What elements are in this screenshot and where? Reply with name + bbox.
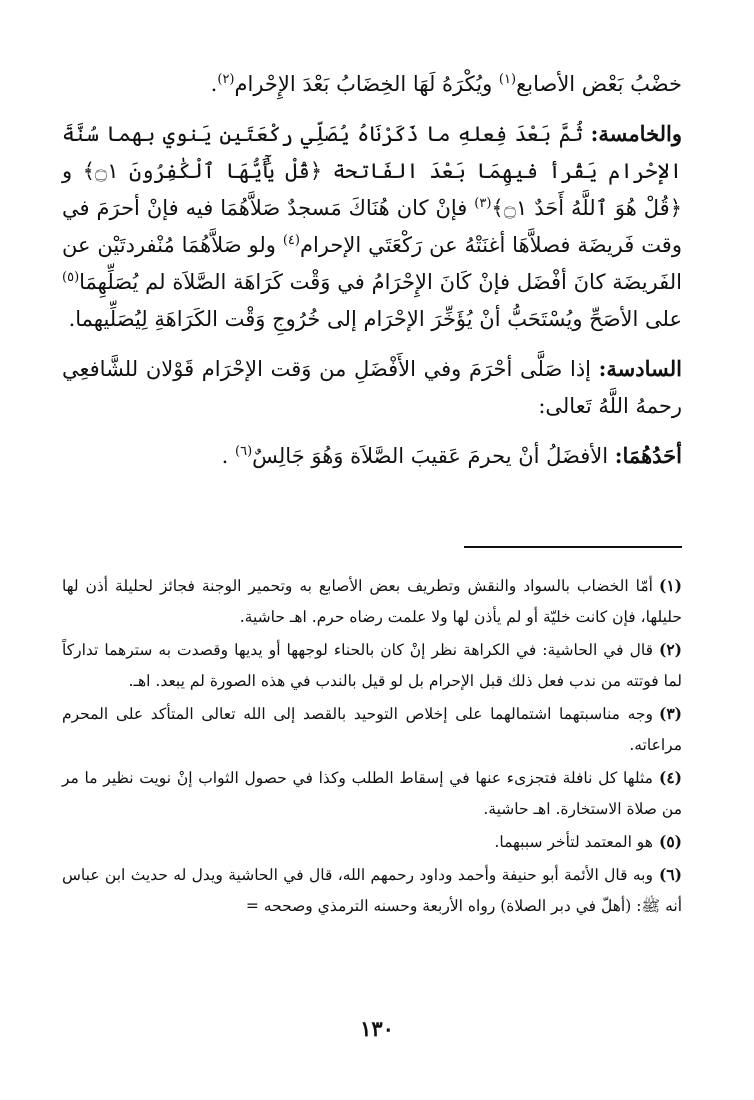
paragraph-2-text: ثُمَّ بَعْدَ فِعلهِ ما ذَكَرْنَاهُ يُصَلِّي ركْعَتَين يَنوي بهما سُنَّةَ الإحْرام يَقْرأ فيهِمَا بَعْدَ الفَاتحة ﴿قُلْ يَٰٓأَيُّهَا ٱلْكَٰفِرُونَ ۝١﴾ و ﴿قُلْ هُوَ ٱللَّهُ أَحَدٌ ۝١﴾ bbox=[62, 122, 683, 220]
paragraph-2-text-4: على الأصَحِّ ويُسْتَحَبُّ أنْ يُؤَخِّرَ الإحْرَام إلى خُرُوجِ وَقْت الكَرَاهَةِ لِيُصَلِّيهما. bbox=[68, 307, 682, 331]
footnote-number: (٢) bbox=[658, 640, 682, 659]
footnote-ref-4: (٤) bbox=[282, 233, 300, 248]
paragraph-1 bbox=[62, 66, 682, 103]
footnote-ref-5: (٥) bbox=[62, 270, 80, 285]
paragraph-2 bbox=[62, 115, 682, 338]
footnote-text: وبه قال الأئمة أبو حنيفة وأحمد وداود رحمهم الله، قال في الحاشية ويدل له حديث ابن عباس أنه ﷺ: (أهلّ في دبر الصلاة) رواه الأربعة وحسنه الترمذي وصححه = bbox=[62, 866, 682, 915]
footnote-2 bbox=[62, 634, 682, 697]
footnote-number: (٤) bbox=[658, 768, 682, 787]
paragraph-3-text: إذا صَلَّى أحْرَمَ وفي الأَفْضَلِ من وَقت الإحْرَام قَوْلان للشَّافعِي رحمهُ اللَّهُ تَعالى: bbox=[62, 357, 682, 418]
paragraph-1-text: خضْبُ بَعْض الأصابع bbox=[516, 72, 682, 96]
footnote-number: (٣) bbox=[658, 704, 682, 723]
footnote-number: (١) bbox=[658, 576, 682, 595]
footnote-ref-3: (٣) bbox=[474, 196, 492, 211]
paragraph-4 bbox=[62, 437, 682, 475]
paragraph-1-tail: . bbox=[210, 72, 218, 96]
footnote-6 bbox=[62, 859, 682, 922]
footnote-ref-1: (١) bbox=[498, 72, 517, 87]
footnote-number: (٥) bbox=[658, 832, 682, 851]
footnote-text: أمّا الخضاب بالسواد والنقش وتطريف بعض الأصابع به وتحمير الوجنة فجائز لحليلة أذن لها حليلها، فإن كانت خليّة أو لم يأذن لها ولا علمت رضاه حرم. اهـ حاشية. bbox=[62, 577, 682, 626]
footnote-text: هو المعتمد لتأخر سببهما. bbox=[494, 833, 653, 851]
footnote-separator bbox=[464, 546, 682, 548]
paragraph-1-text-2: ويُكْرَهُ لَهَا الخِضَابُ بَعْدَ الإِحْرام bbox=[234, 72, 499, 96]
footnote-ref-2: (٢) bbox=[217, 72, 235, 87]
paragraph-2-text-2: فإنْ كان هُنَاكَ مَسجدٌ صَلاَّهُمَا فيه فإنْ أحرَمَ في وقت فَريضَة فصلاَّهَا أغنَتْهُ عن رَكْعَتَي الإحرام bbox=[62, 196, 682, 257]
paragraph-4-tail: . bbox=[221, 444, 235, 468]
paragraph-2-text-3: ولو صَلاَّهُمَا مُنْفردتَيْن عن الفَريضَة كانَ أفْضَل فإنْ كَانَ الإِحْرَامُ في وَقْت كَرَاهَة الصَّلاَة لم يُصَلِّهِمَا bbox=[62, 233, 682, 294]
footnote-1 bbox=[62, 570, 682, 633]
paragraph-4-text: الأفضَلُ أنْ يحرمَ عَقيبَ الصَّلاَة وَهُوَ جَالِسٌ bbox=[252, 444, 615, 468]
footnote-3 bbox=[62, 698, 682, 761]
footnote-text: وجه مناسبتهما اشتمالهما على إخلاص التوحيد بالقصد إلى الله تعالى المتأكد على المحرم مراعاته. bbox=[62, 705, 682, 754]
footnote-ref-6: (٦) bbox=[235, 444, 253, 459]
section-label-sixth: السادسة: bbox=[598, 356, 682, 381]
page-number: ١٣٠ bbox=[360, 1016, 394, 1041]
footnotes bbox=[62, 570, 682, 923]
paragraph-3 bbox=[62, 350, 682, 425]
footnote-number: (٦) bbox=[658, 865, 682, 884]
main-text bbox=[62, 66, 682, 475]
footnote-text: مثلها كل نافلة فتجزىء عنها في إسقاط الطلب وكذا في حصول الثواب إنْ نويت نظير ما مر من صلاة الاستخارة. اهـ حاشية. bbox=[62, 769, 682, 818]
footnote-text: قال في الحاشية: في الكراهة نظر إنْ كان بالحناء لوجهها أو يديها وقصدت به سترهما تداركاً لما فوتته من ندب فعل ذلك قبل الإحرام بل لو قيل بالندب في هذه الصورة لم يبعد. اهـ. bbox=[62, 641, 682, 690]
section-label-first-opinion: أحَدُهُمَا: bbox=[614, 443, 682, 468]
section-label-fifth: والخامسة: bbox=[590, 121, 682, 146]
footnote-4 bbox=[62, 762, 682, 825]
footnote-5 bbox=[62, 826, 682, 858]
